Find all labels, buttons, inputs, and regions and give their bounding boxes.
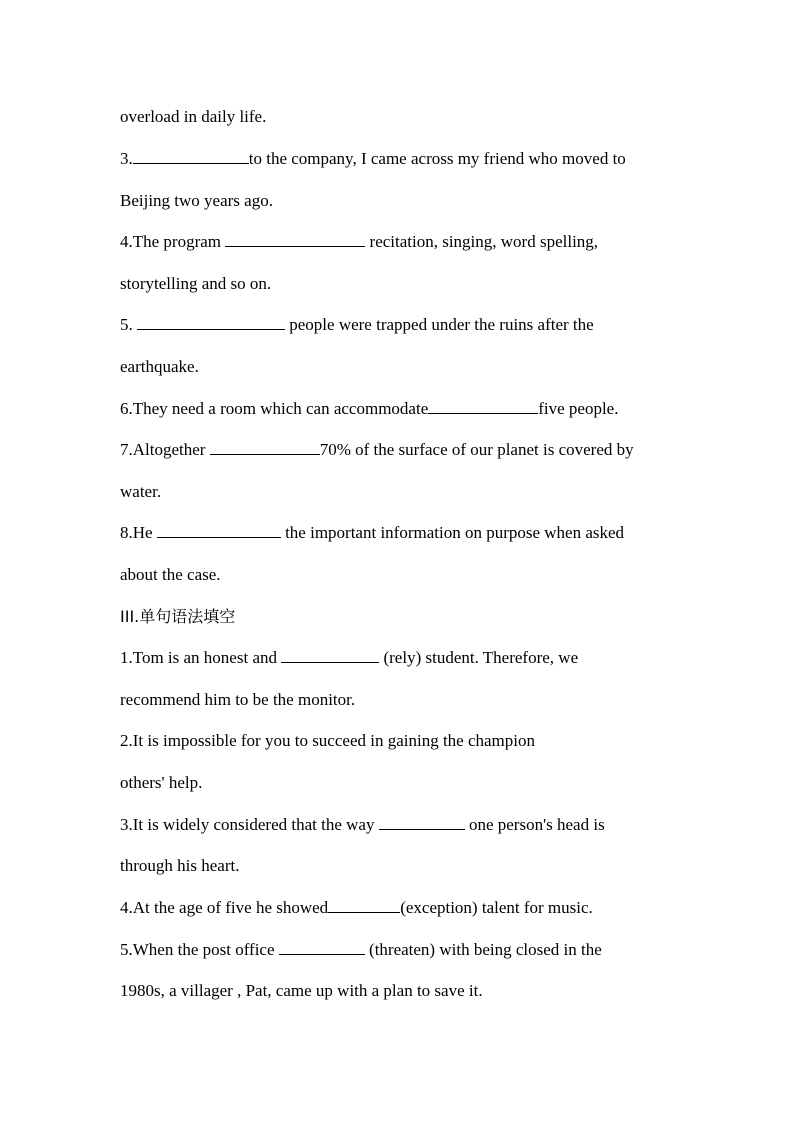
line-text: through his heart. bbox=[120, 856, 240, 875]
text-line bbox=[120, 481, 674, 503]
line-text: 4.The program bbox=[120, 232, 222, 251]
line-text: Beijing two years ago. bbox=[120, 191, 273, 210]
line-text: 5.When the post office bbox=[120, 940, 275, 959]
answer-blank[interactable] bbox=[225, 231, 365, 247]
text-line bbox=[120, 273, 674, 295]
line-text: 70% of the surface of our planet is covered by bbox=[319, 440, 634, 459]
text-line bbox=[120, 106, 674, 128]
text-line bbox=[120, 855, 674, 877]
text-line bbox=[120, 772, 674, 794]
answer-blank[interactable] bbox=[428, 398, 538, 414]
question-7-line bbox=[120, 439, 674, 461]
line-text: 1.Tom is an honest and bbox=[120, 648, 277, 667]
line-text: one person's head is bbox=[468, 815, 605, 834]
line-text: 8.He bbox=[120, 523, 153, 542]
answer-blank[interactable] bbox=[281, 647, 379, 663]
grammar-question-1-line bbox=[120, 647, 674, 669]
question-4-line bbox=[120, 231, 674, 253]
line-text: people were trapped under the ruins after the bbox=[289, 315, 594, 334]
line-text: the important information on purpose when asked bbox=[285, 523, 625, 542]
line-text: earthquake. bbox=[120, 357, 199, 376]
question-8-line bbox=[120, 522, 674, 544]
answer-blank[interactable] bbox=[328, 897, 400, 913]
grammar-question-4-line bbox=[120, 897, 674, 919]
line-text: others' help. bbox=[120, 773, 203, 792]
grammar-question-2-line bbox=[120, 730, 674, 752]
answer-blank[interactable] bbox=[210, 439, 320, 455]
text-line bbox=[120, 190, 674, 212]
text-line bbox=[120, 980, 674, 1002]
answer-blank[interactable] bbox=[379, 814, 465, 830]
answer-blank[interactable] bbox=[137, 314, 285, 330]
text-line bbox=[120, 356, 674, 378]
line-text: about the case. bbox=[120, 565, 221, 584]
answer-blank[interactable] bbox=[133, 148, 249, 164]
line-text: 6.They need a room which can accommodate bbox=[120, 399, 429, 418]
line-text: water. bbox=[120, 482, 162, 501]
line-text: five people. bbox=[538, 399, 619, 418]
answer-blank[interactable] bbox=[279, 939, 365, 955]
line-text: to the company, I came across my friend who moved to bbox=[248, 149, 626, 168]
line-text: (threaten) with being closed in the bbox=[369, 940, 602, 959]
line-text: recommend him to be the monitor. bbox=[120, 690, 356, 709]
line-text: 7.Altogether bbox=[120, 440, 206, 459]
text-line bbox=[120, 564, 674, 586]
line-text: 5. bbox=[120, 315, 133, 334]
line-text: storytelling and so on. bbox=[120, 274, 272, 293]
line-text: 4.At the age of five he showed bbox=[120, 898, 329, 917]
line-text: (exception) talent for music. bbox=[400, 898, 593, 917]
line-text: 3.It is widely considered that the way bbox=[120, 815, 375, 834]
question-6-line bbox=[120, 398, 674, 420]
grammar-question-3-line bbox=[120, 814, 674, 836]
answer-blank[interactable] bbox=[157, 522, 281, 538]
line-text: 1980s, a villager , Pat, came up with a plan to save it. bbox=[120, 981, 483, 1000]
line-text: 2.It is impossible for you to succeed in gaining the champion bbox=[120, 731, 536, 750]
question-5-line bbox=[120, 314, 674, 336]
line-text: (rely) student. Therefore, we bbox=[383, 648, 579, 667]
line-text: III.单句语法填空 bbox=[120, 607, 236, 626]
line-text: 3. bbox=[120, 149, 133, 168]
question-3-line bbox=[120, 148, 674, 170]
text-line bbox=[120, 689, 674, 711]
line-text: recitation, singing, word spelling, bbox=[369, 232, 599, 251]
grammar-question-5-line bbox=[120, 939, 674, 961]
line-text: overload in daily life. bbox=[120, 107, 267, 126]
section-heading bbox=[120, 606, 674, 628]
